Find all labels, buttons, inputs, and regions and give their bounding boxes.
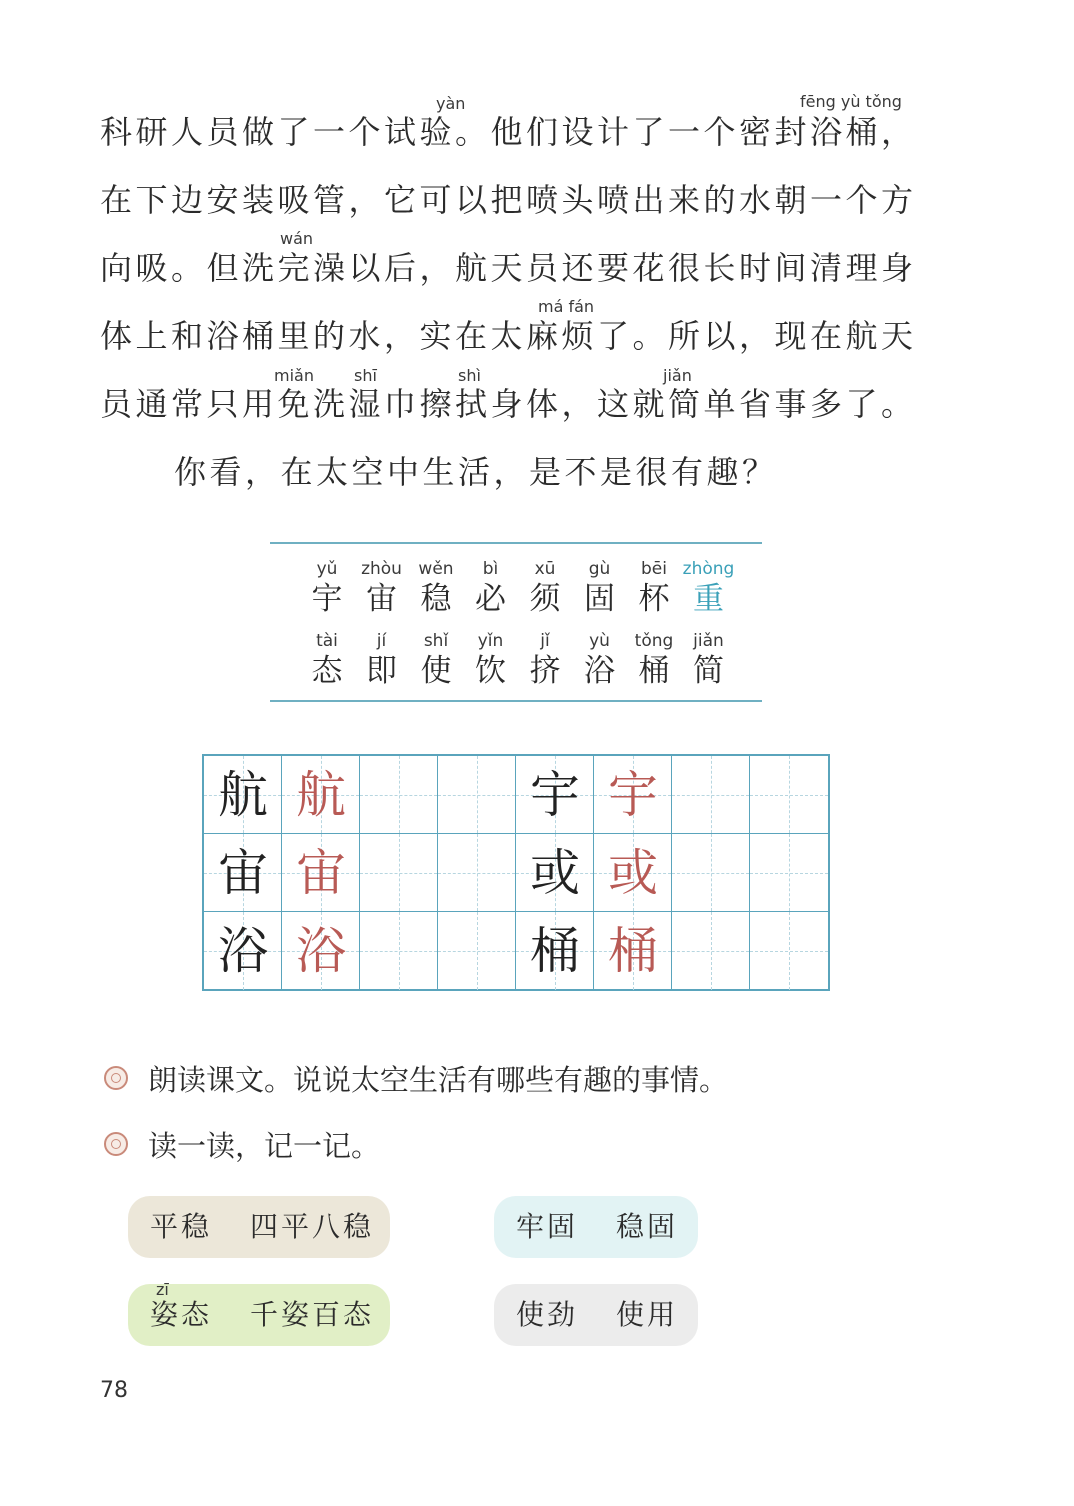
pinyin-annotation: miǎn (274, 366, 314, 385)
vocab-item (409, 630, 463, 690)
grid-cell (282, 834, 360, 912)
vocab-item (627, 558, 681, 618)
vocab-character: 宙 (366, 581, 397, 617)
grid-cell (594, 834, 672, 912)
pinyin-annotation: má fán (538, 297, 595, 316)
word: 千姿百态 (250, 1298, 375, 1331)
trace-character: 桶 (608, 922, 658, 980)
vocab-character: 挤 (529, 653, 561, 689)
pinyin-annotation: jiǎn (663, 366, 692, 385)
closing-line: 你看，在太空中生活，是不是很有趣？ (174, 453, 778, 491)
vocab-item (627, 630, 681, 690)
vocab-top-rule (270, 542, 762, 544)
word-group (494, 1284, 698, 1346)
vocab-character: 态 (311, 653, 343, 689)
vocab-pinyin: yǔ (316, 559, 338, 579)
grid-cell (672, 756, 750, 834)
word: 四平八稳 (250, 1210, 375, 1243)
word: 使劲 (516, 1298, 579, 1331)
grid-cell (360, 834, 438, 912)
page-number: 78 (100, 1378, 128, 1403)
grid-cell (516, 834, 594, 912)
exercise-bullet-icon (104, 1132, 128, 1156)
grid-cell (204, 912, 282, 990)
vocab-item (518, 630, 572, 690)
word: 使用 (616, 1298, 679, 1331)
vocab-character: 浴 (584, 653, 615, 689)
model-character: 或 (530, 844, 580, 902)
vocab-item (300, 558, 354, 618)
vocab-character: 须 (529, 581, 561, 617)
vocab-pinyin: zhòng (682, 559, 735, 579)
grid-cell (594, 756, 672, 834)
model-character: 桶 (530, 922, 580, 980)
vocab-pinyin: yù (589, 631, 610, 651)
vocab-pinyin: jí (376, 631, 387, 651)
grid-cell (750, 912, 828, 990)
pinyin-annotation: fēng yù tǒng (800, 92, 902, 111)
word: 稳固 (616, 1210, 679, 1243)
vocab-character: 使 (420, 653, 452, 689)
vocab-character: 简 (693, 653, 724, 689)
vocab-pinyin: jǐ (540, 631, 550, 651)
word-group (128, 1196, 390, 1258)
vocab-pinyin: wěn (418, 559, 454, 579)
vocab-item (573, 558, 627, 618)
pinyin-annotation: zī (156, 1280, 169, 1299)
grid-cell (204, 756, 282, 834)
grid-cell (438, 912, 516, 990)
trace-character: 或 (608, 844, 658, 902)
exercise-text: 读一读，记一记。 (148, 1129, 381, 1163)
pinyin-annotation: shì (458, 366, 481, 385)
grid-cell (672, 912, 750, 990)
vocab-item (682, 558, 736, 618)
word: 姿态 (150, 1298, 213, 1331)
vocab-character: 宇 (311, 581, 343, 617)
vocab-item (464, 630, 518, 690)
trace-character: 航 (296, 766, 346, 824)
exercise-text: 朗读课文。说说太空生活有哪些有趣的事情。 (148, 1063, 729, 1097)
grid-cell (438, 834, 516, 912)
vocab-item (300, 630, 354, 690)
trace-character: 宇 (608, 766, 658, 824)
grid-cell (360, 756, 438, 834)
pinyin-annotation: shī (354, 366, 377, 385)
vocab-character: 桶 (638, 653, 670, 689)
grid-cell (750, 756, 828, 834)
text-line: 在下边安装吸管，它可以把喷头喷出来的水朝一个方 (100, 181, 917, 219)
word: 牢固 (516, 1210, 579, 1243)
model-character: 浴 (218, 922, 268, 980)
vocab-pinyin: yǐn (477, 631, 504, 651)
grid-cell (282, 912, 360, 990)
vocab-pinyin: xū (534, 559, 556, 579)
vocab-character: 稳 (420, 581, 452, 617)
text-line: 体上和浴桶里的水，实在太麻烦了。所以，现在航天 (100, 317, 917, 355)
vocab-item (518, 558, 572, 618)
vocab-character: 杯 (638, 581, 670, 617)
vocab-character: 饮 (475, 653, 506, 689)
vocab-character: 即 (366, 653, 397, 689)
vocab-pinyin: bì (482, 559, 499, 579)
vocab-item (355, 558, 409, 618)
text-line: 向吸。但洗完澡以后，航天员还要花很长时间清理身 (100, 249, 917, 287)
word: 平稳 (150, 1210, 213, 1243)
text-line: 科研人员做了一个试验。他们设计了一个密封浴桶， (100, 113, 917, 151)
vocab-character: 必 (475, 581, 506, 617)
text-line: 员通常只用免洗湿巾擦拭身体，这就简单省事多了。 (100, 385, 917, 423)
grid-cell (516, 912, 594, 990)
grid-cell (750, 834, 828, 912)
vocab-pinyin: shǐ (423, 631, 449, 651)
vocab-item (355, 630, 409, 690)
word-group (494, 1196, 698, 1258)
vocab-item (682, 630, 736, 690)
grid-cell (672, 834, 750, 912)
vocab-item (573, 630, 627, 690)
vocab-pinyin: tài (316, 631, 338, 651)
grid-cell (594, 912, 672, 990)
trace-character: 宙 (296, 844, 346, 902)
vocab-character: 重 (693, 581, 724, 617)
pinyin-annotation: yàn (436, 94, 466, 113)
vocab-pinyin: bēi (641, 559, 667, 579)
vocab-item (464, 558, 518, 618)
model-character: 宇 (530, 766, 580, 824)
model-character: 宙 (218, 844, 268, 902)
pinyin-annotation: wán (280, 229, 314, 248)
model-character: 航 (218, 766, 268, 824)
vocab-pinyin: zhòu (361, 559, 402, 579)
vocab-bottom-rule (270, 700, 762, 702)
exercise-bullet-icon (104, 1066, 128, 1090)
vocab-pinyin: jiǎn (693, 631, 724, 651)
grid-cell (438, 756, 516, 834)
vocab-item (409, 558, 463, 618)
grid-cell (516, 756, 594, 834)
vocab-character: 固 (584, 581, 615, 617)
vocab-pinyin: gù (588, 559, 611, 579)
grid-cell (204, 834, 282, 912)
writing-grid (202, 754, 830, 991)
grid-cell (282, 756, 360, 834)
trace-character: 浴 (296, 922, 346, 980)
grid-cell (360, 912, 438, 990)
vocab-pinyin: tǒng (634, 631, 674, 651)
